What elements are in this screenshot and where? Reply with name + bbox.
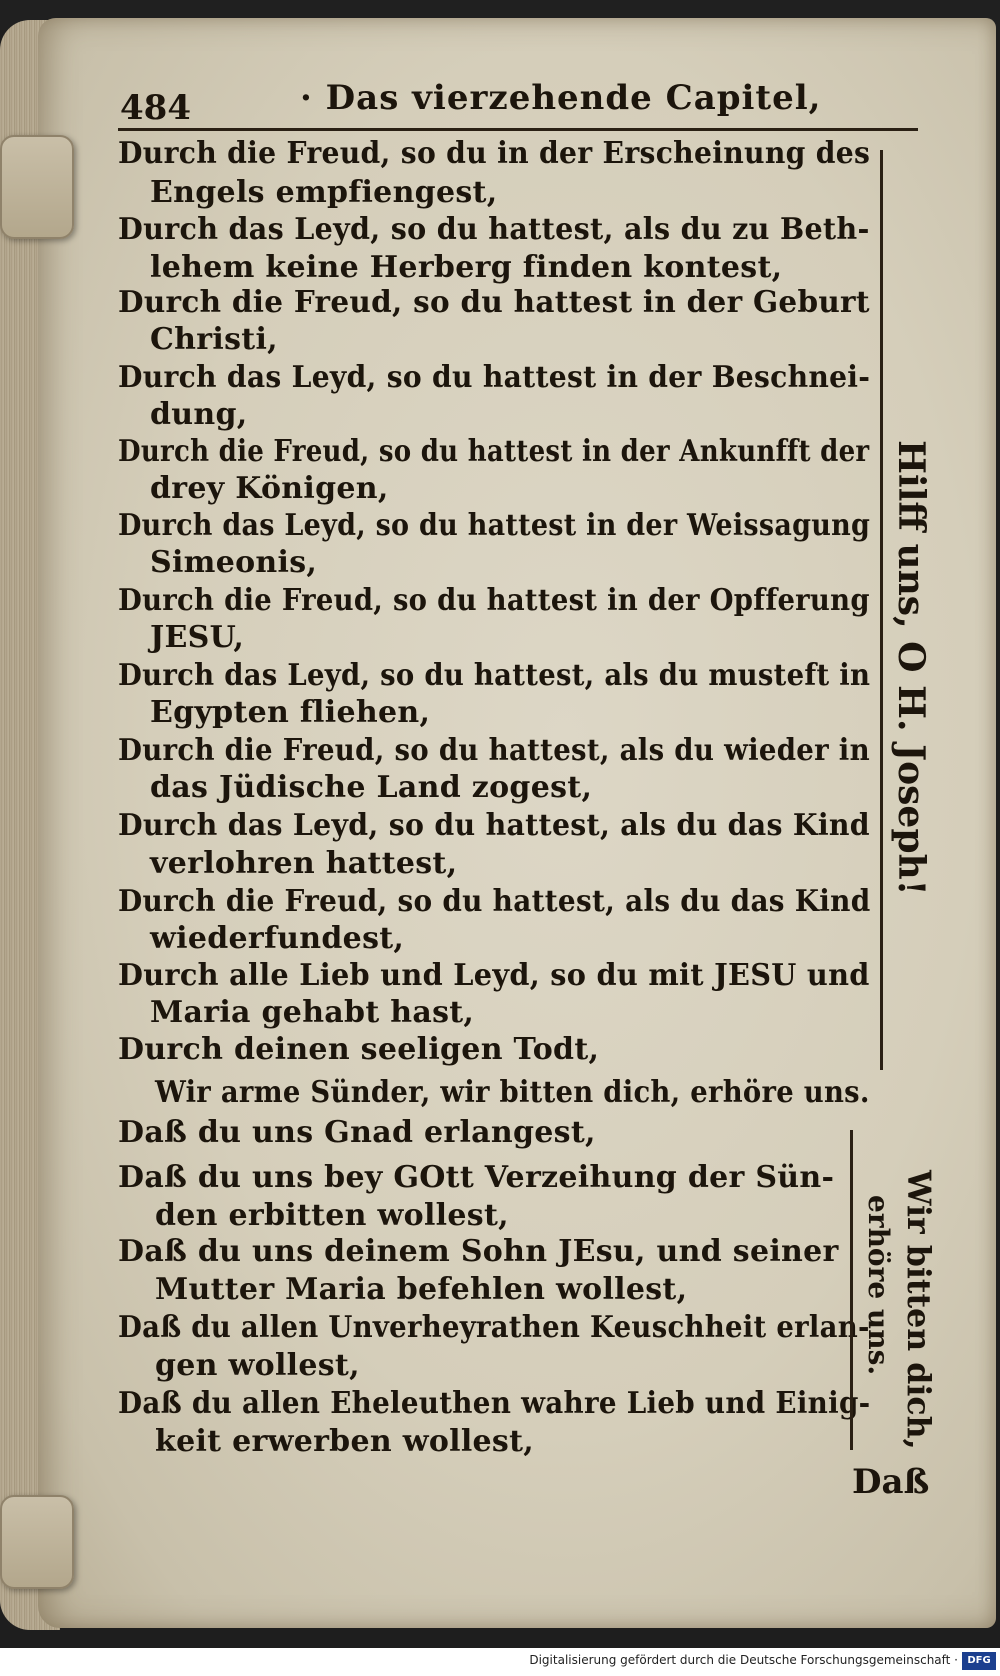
text-line: Daß du allen Eheleuthen wahre Lieb und Einig- xyxy=(118,1386,871,1421)
text-line: Durch das Leyd, so du hattest, als du musteft in xyxy=(118,658,871,693)
text-line: keit erwerben wollest, xyxy=(155,1424,535,1459)
text-line: Durch das Leyd, so du hattest, als du das Kind xyxy=(118,808,870,843)
upper-bracket xyxy=(880,150,883,1070)
text-line: Durch die Freud, so du hattest in der Geburt xyxy=(118,285,870,320)
text-line: Durch die Freud, so du hattest, als du wieder in xyxy=(118,733,870,768)
text-line: Daß du uns bey GOtt Verzeihung der Sün- xyxy=(118,1160,835,1195)
text-line: Engels empfiengest, xyxy=(150,175,498,210)
text-line: Daß du uns Gnad erlangest, xyxy=(118,1115,596,1150)
footer-bar xyxy=(0,1648,1000,1676)
lower-side-text-2: erhöre uns. xyxy=(862,1195,895,1376)
text-line: Durch das Leyd, so du hattest in der Weissagung xyxy=(118,508,871,543)
text-line: Durch die Freud, so du hattest in der Ankunfft der xyxy=(118,434,870,469)
text-line: gen wollest, xyxy=(155,1348,360,1383)
text-line: Durch die Freud, so du hattest, als du das Kind xyxy=(118,884,871,919)
text-line: Durch das Leyd, so du hattest in der Beschnei- xyxy=(118,360,871,395)
text-line: Durch die Freud, so du in der Erscheinung des xyxy=(118,136,871,171)
text-line: das Jüdische Land zogest, xyxy=(150,770,593,805)
text-line: Simeonis, xyxy=(150,545,318,580)
text-line: Maria gehabt hast, xyxy=(150,995,475,1030)
upper-side-text: Hilff uns, O H. Joseph! xyxy=(890,440,932,896)
text-line: verlohren hattest, xyxy=(150,846,458,881)
text-line: Daß du allen Unverheyrathen Keuschheit erlan- xyxy=(118,1310,870,1345)
text-line: Mutter Maria befehlen wollest, xyxy=(155,1272,688,1307)
page-number: 484 xyxy=(120,88,191,128)
running-head: · Das vierzehende Capitel, xyxy=(300,78,822,118)
footer-credit: Digitalisierung gefördert durch die Deutsche Forschungsgemeinschaft · xyxy=(529,1653,958,1667)
text-line: drey Königen, xyxy=(150,471,389,506)
text-line: Daß du uns deinem Sohn JEsu, und seiner xyxy=(118,1234,839,1269)
text-line: Durch die Freud, so du hattest in der Opfferung xyxy=(118,583,870,618)
text-line: dung, xyxy=(150,397,248,432)
text-line: Durch das Leyd, so du hattest, als du zu Beth- xyxy=(118,212,870,247)
page-tab-top xyxy=(0,135,74,239)
text-line: wiederfundest, xyxy=(150,921,405,956)
text-line: Christi, xyxy=(150,322,278,357)
lower-bracket xyxy=(850,1130,853,1450)
catchword: Daß xyxy=(852,1462,930,1502)
response-line: Wir arme Sünder, wir bitten dich, erhöre uns. xyxy=(155,1075,870,1110)
text-line: Durch alle Lieb und Leyd, so du mit JESU und xyxy=(118,958,870,993)
header-rule xyxy=(118,128,918,131)
text-line: den erbitten wollest, xyxy=(155,1198,509,1233)
dfg-logo: DFG xyxy=(962,1652,996,1670)
text-line: Durch deinen seeligen Todt, xyxy=(118,1032,600,1067)
page-tab-bottom xyxy=(0,1495,74,1589)
lower-side-text-1: Wir bitten dich, xyxy=(900,1170,938,1450)
text-line: lehem keine Herberg finden kontest, xyxy=(150,250,783,285)
text-line: JESU, xyxy=(150,620,245,655)
text-line: Egypten fliehen, xyxy=(150,695,431,730)
